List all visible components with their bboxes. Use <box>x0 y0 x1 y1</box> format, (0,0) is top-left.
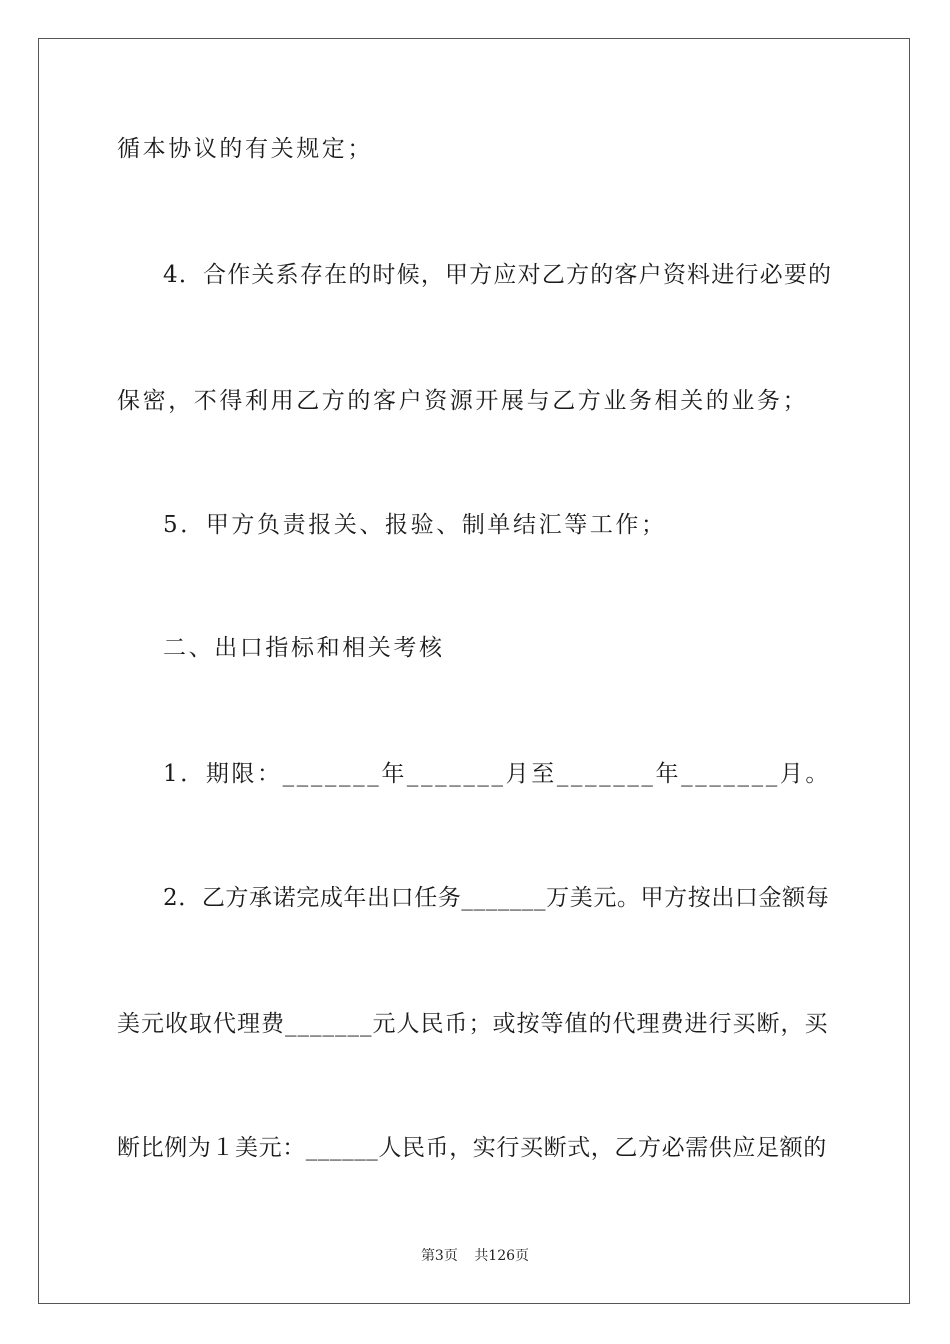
section-heading: 二、出口指标和相关考核 <box>163 635 445 661</box>
text-line-9: 断比例为１美元：______人民币，实行买断式，乙方必需供应足额的 <box>117 1135 827 1161</box>
page-footer <box>0 1246 950 1266</box>
page-frame <box>38 38 910 1304</box>
text-line-2: 4．合作关系存在的时候，甲方应对乙方的客户资料进行必要的 <box>163 262 833 288</box>
text-line-7: 2．乙方承诺完成年出口任务_______万美元。甲方按出口金额每 <box>163 885 830 911</box>
text-line-1: 循本协议的有关规定； <box>117 136 373 162</box>
page-total: 共126页 <box>474 1248 530 1264</box>
page-number: 第3页 <box>420 1248 458 1264</box>
text-line-6: 1．期限：_______年_______月至_______年_______月。 <box>163 761 832 787</box>
text-line-4: 5．甲方负责报关、报验、制单结汇等工作； <box>163 512 667 538</box>
text-line-3: 保密，不得利用乙方的客户资源开展与乙方业务相关的业务； <box>117 388 809 414</box>
text-line-8: 美元收取代理费_______元人民币；或按等值的代理费进行买断，买 <box>117 1011 829 1037</box>
